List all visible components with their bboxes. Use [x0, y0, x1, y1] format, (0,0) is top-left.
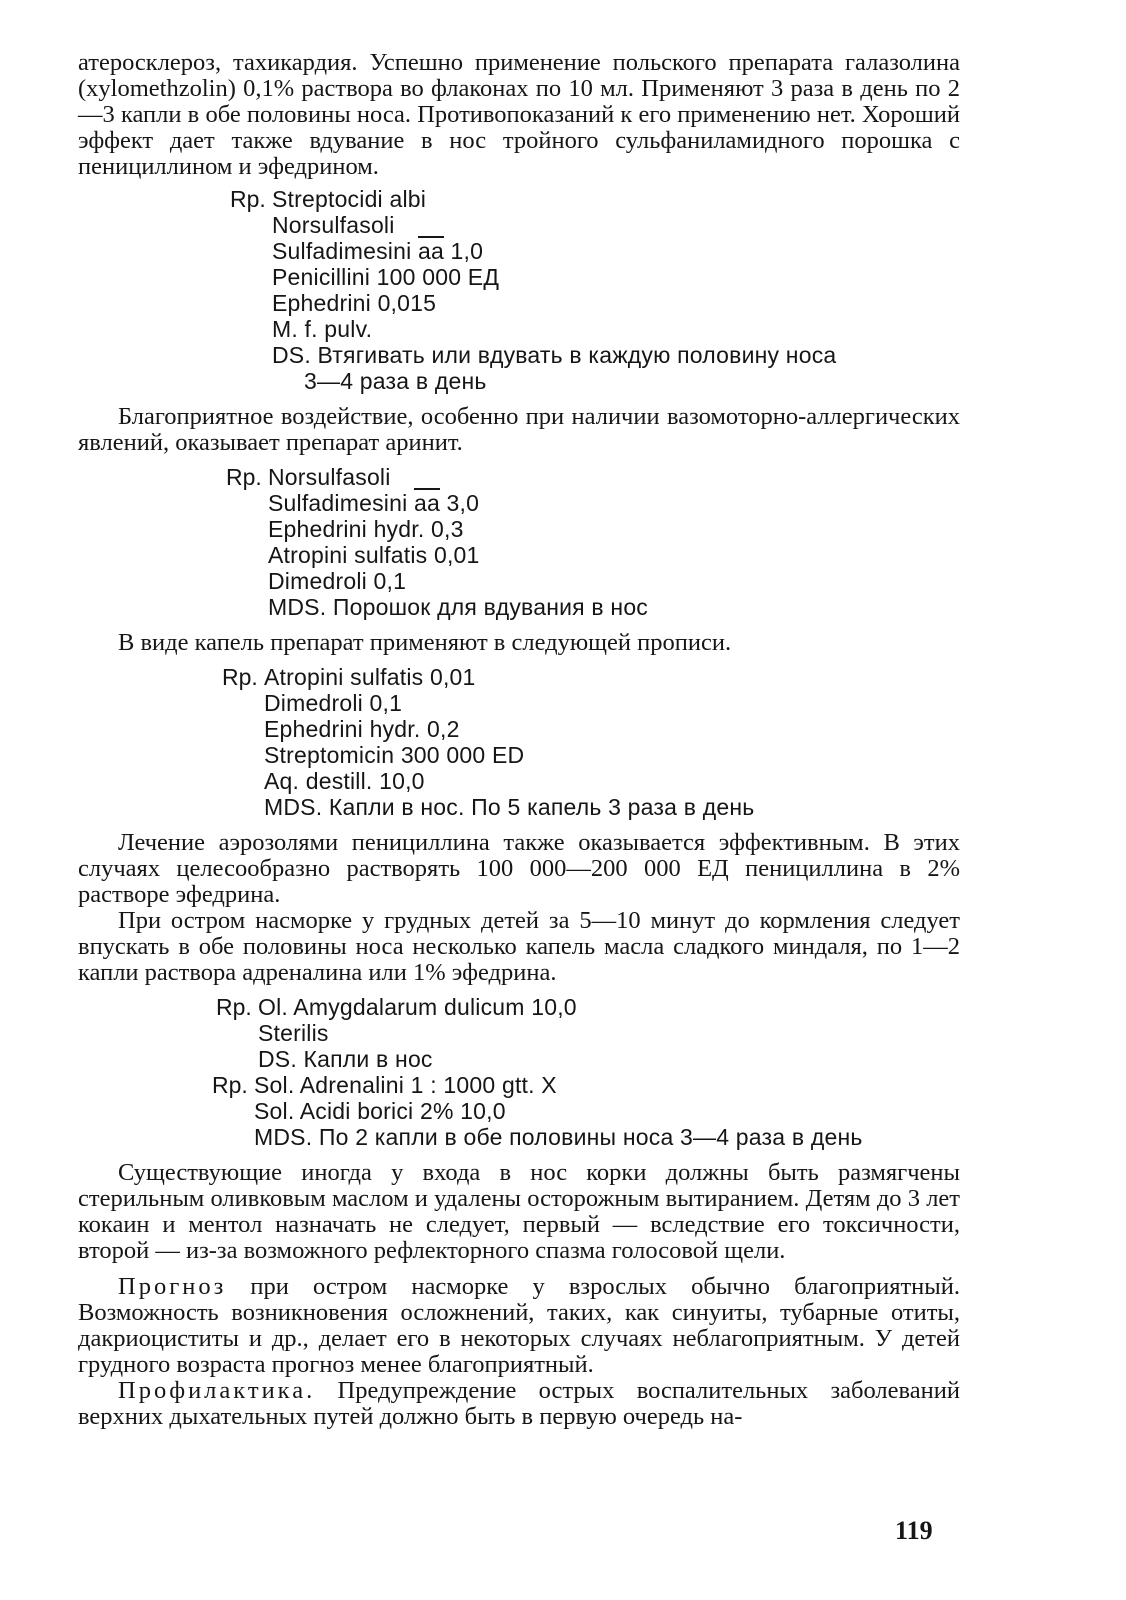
paragraph-crusts: Существующие иногда у входа в нос корки должны быть размягчены стерильным оливковым маслом и удалены осторожным вытиранием. Детям до 3 лет кокаин и ментол назначать не следует, первый — вследствие его токсичности, второй — из-за возможного рефлекторного спазма голосовой щели.: [78, 1159, 960, 1264]
prognosis-heading: Прогноз: [118, 1273, 227, 1300]
recipe-line: M. f. pulv.: [272, 316, 373, 342]
recipe-line: Sterilis: [258, 1020, 329, 1046]
recipe-line: Sol. Adrenalini 1 : 1000 gtt. X: [254, 1072, 557, 1098]
recipe-label: Rp.: [230, 186, 266, 212]
paragraph-prophylaxis: Профилактика. Предупреждение острых воспалительных заболеваний верхних дыхательных путей должно быть в первую очередь на-: [78, 1377, 960, 1430]
paragraph-infants: При остром насморке у грудных детей за 5—10 минут до кормления следует впускать в обе половины носа несколько капель масла сладкого миндаля, по 1—2 капли раствора адреналина или 1% эфедрина.: [78, 907, 960, 986]
recipe-line: Atropini sulfatis 0,01: [268, 542, 480, 568]
recipe-signa: DS. Капли в нос: [258, 1046, 433, 1072]
paragraph-drops-intro: В виде капель препарат применяют в следующей прописи.: [118, 629, 732, 656]
recipe-line: Norsulfasoli: [272, 212, 395, 238]
paragraph-arinit: Благоприятное воздействие, особенно при наличии вазомоторно-аллергических явлений, оказывает препарат аринит.: [78, 403, 960, 456]
recipe-line: Ol. Amygdalarum dulicum 10,0: [258, 994, 577, 1020]
recipe-signa: MDS. По 2 капли в обе половины носа 3—4 раза в день: [254, 1124, 863, 1150]
ana-mark: $\overline{aa}$: [417, 238, 444, 264]
recipe-3: [222, 664, 960, 820]
recipe-label: Rp.: [212, 1072, 248, 1098]
recipe-line: Aq. destill. 10,0: [264, 768, 425, 794]
recipe-line: Sulfadimesini $\overline{aa}$ 1,0: [272, 238, 484, 264]
recipe-1: [230, 186, 960, 394]
book-page: [78, 50, 960, 1590]
recipe-line: Streptocidi albi: [272, 186, 427, 212]
recipe-4: [216, 994, 960, 1072]
recipe-signa: DS. Втягивать или вдувать в каждую половину носа: [272, 342, 837, 368]
paragraph-intro: атеросклероз, тахикардия. Успешно применение польского препарата галазолина (xylomethzolin) 0,1% раствора во флаконах по 10 мл. Применяют 3 раза в день по 2—3 капли в обе половины носа. Противопоказаний к его применению нет. Хороший эффект дает также вдувание в нос тройного сульфаниламидного порошка с пенициллином и эфедрином.: [78, 49, 960, 180]
recipe-line: Norsulfasoli: [268, 464, 391, 490]
recipe-line: Atropini sulfatis 0,01: [264, 664, 476, 690]
paragraph-aerosol: Лечение аэрозолями пенициллина также оказывается эффективным. В этих случаях целесообразно растворять 100 000—200 000 ЕД пенициллина в 2% растворе эфедрина.: [78, 829, 960, 908]
recipe-signa: MDS. Порошок для вдувания в нос: [268, 594, 649, 620]
recipe-2: [226, 464, 960, 620]
prophylaxis-heading: Профилактика.: [118, 1377, 316, 1404]
page-number: 119: [895, 1516, 933, 1545]
recipe-line: 3—4 раза в день: [304, 368, 487, 394]
recipe-line: Sulfadimesini $\overline{aa}$ 3,0: [268, 490, 480, 516]
recipe-label: Rp.: [226, 464, 262, 490]
recipe-label: Rp.: [222, 664, 258, 690]
recipe-line: Streptomicin 300 000 ED: [264, 742, 525, 768]
recipe-line: Dimedroli 0,1: [264, 690, 403, 716]
recipe-line: Penicillini 100 000 ЕД: [272, 264, 500, 290]
recipe-line: Ephedrini 0,015: [272, 290, 437, 316]
recipe-5: [212, 1072, 960, 1150]
recipe-line: Dimedroli 0,1: [268, 568, 407, 594]
recipe-line: Ephedrini hydr. 0,3: [268, 516, 464, 542]
recipe-label: Rp.: [216, 994, 252, 1020]
paragraph-prognosis: Прогноз при остром насморке у взрослых обычно благоприятный. Возможность возникновения осложнений, таких, как синуиты, тубарные отиты, дакриоциститы и др., делает его в некоторых случаях неблагоприятным. У детей грудного возраста прогноз менее благоприятный.: [78, 1273, 960, 1378]
recipe-line: Sol. Acidi borici 2% 10,0: [254, 1098, 506, 1124]
ana-mark: $\overline{aa}$: [413, 490, 440, 516]
recipe-signa: MDS. Капли в нос. По 5 капель 3 раза в день: [264, 794, 755, 820]
recipe-line: Ephedrini hydr. 0,2: [264, 716, 460, 742]
